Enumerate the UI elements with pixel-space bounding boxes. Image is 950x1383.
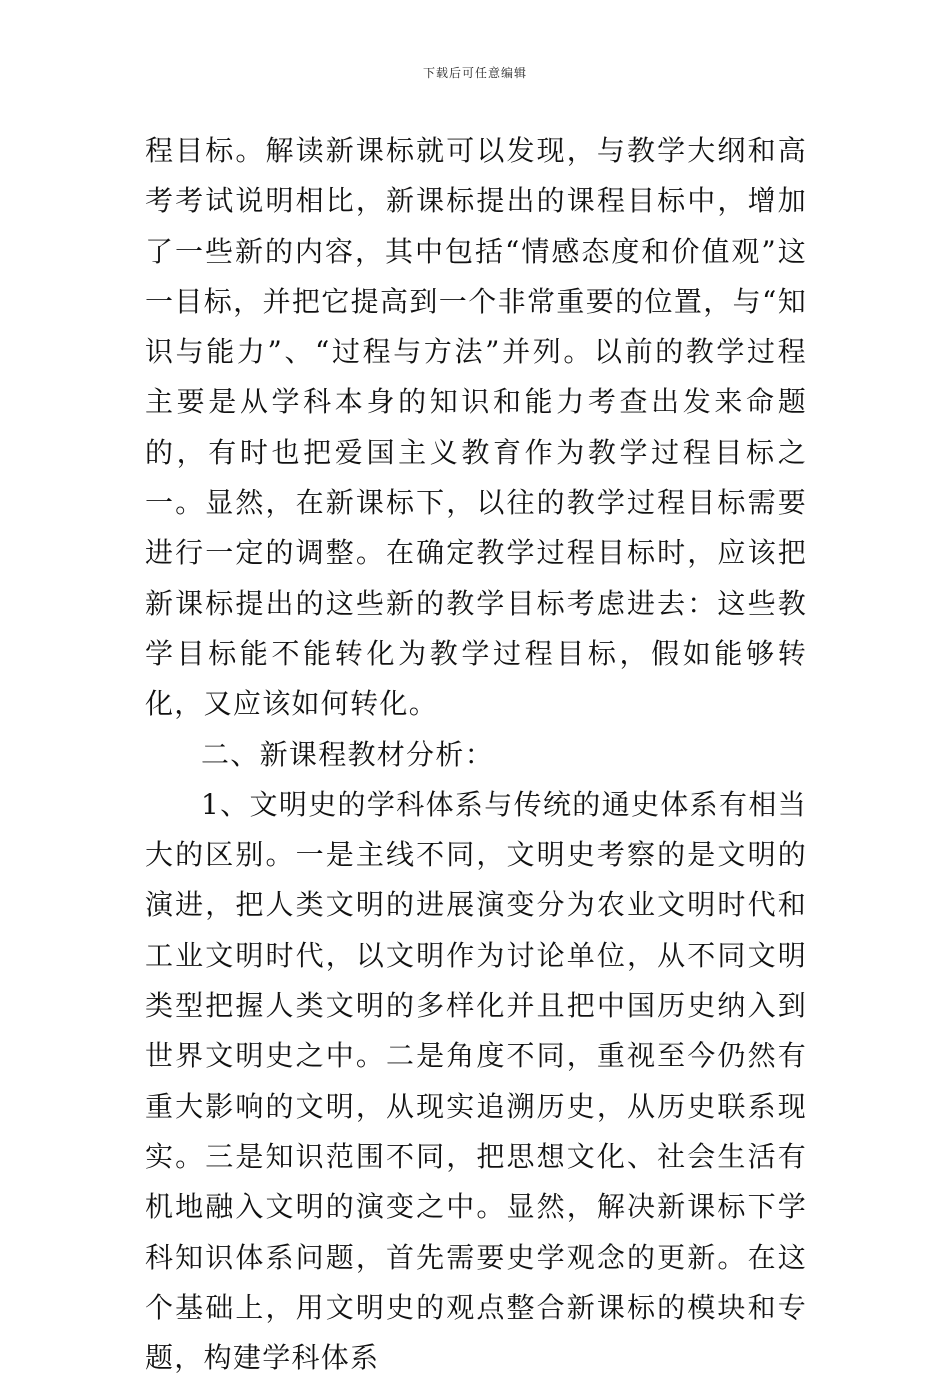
body-text <box>145 126 807 1383</box>
paragraph-continuation: 程目标。解读新课标就可以发现，与教学大纲和高考考试说明相比，新课标提出的课程目标中，增加了一些新的内容，其中包括“情感态度和价值观”这一目标，并把它提高到一个非常重要的位置，与“知识与能力”、“过程与方法”并列。以前的教学过程主要是从学科本身的知识和能力考查出发来命题的，有时也把爱国主义教育作为教学过程目标之一。显然，在新课标下，以往的教学过程目标需要进行一定的调整。在确定教学过程目标时，应该把新课标提出的这些新的教学目标考虑进去：这些教学目标能不能转化为教学过程目标，假如能够转化，又应该如何转化。 <box>145 134 807 721</box>
section-heading: 二、新课程教材分析： <box>201 737 495 771</box>
paragraph-point-1: 1、文明史的学科体系与传统的通史体系有相当大的区别。一是主线不同，文明史考察的是文明的演进，把人类文明的进展演变分为农业文明时代和工业文明时代，以文明作为讨论单位，从不同文明类型把握人类文明的多样化并且把中国历史纳入到世界文明史之中。二是角度不同，重视至今仍然有重大影响的文明，从现实追溯历史，从历史联系现实。三是知识范围不同，把思想文化、社会生活有机地融入文明的演变之中。显然，解决新课标下学科知识体系问题，首先需要史学观念的更新。在这个基础上，用文明史的观点整合新课标的模块和专题，构建学科体系 <box>145 787 807 1375</box>
header-note: 下载后可任意编辑 <box>422 66 527 80</box>
